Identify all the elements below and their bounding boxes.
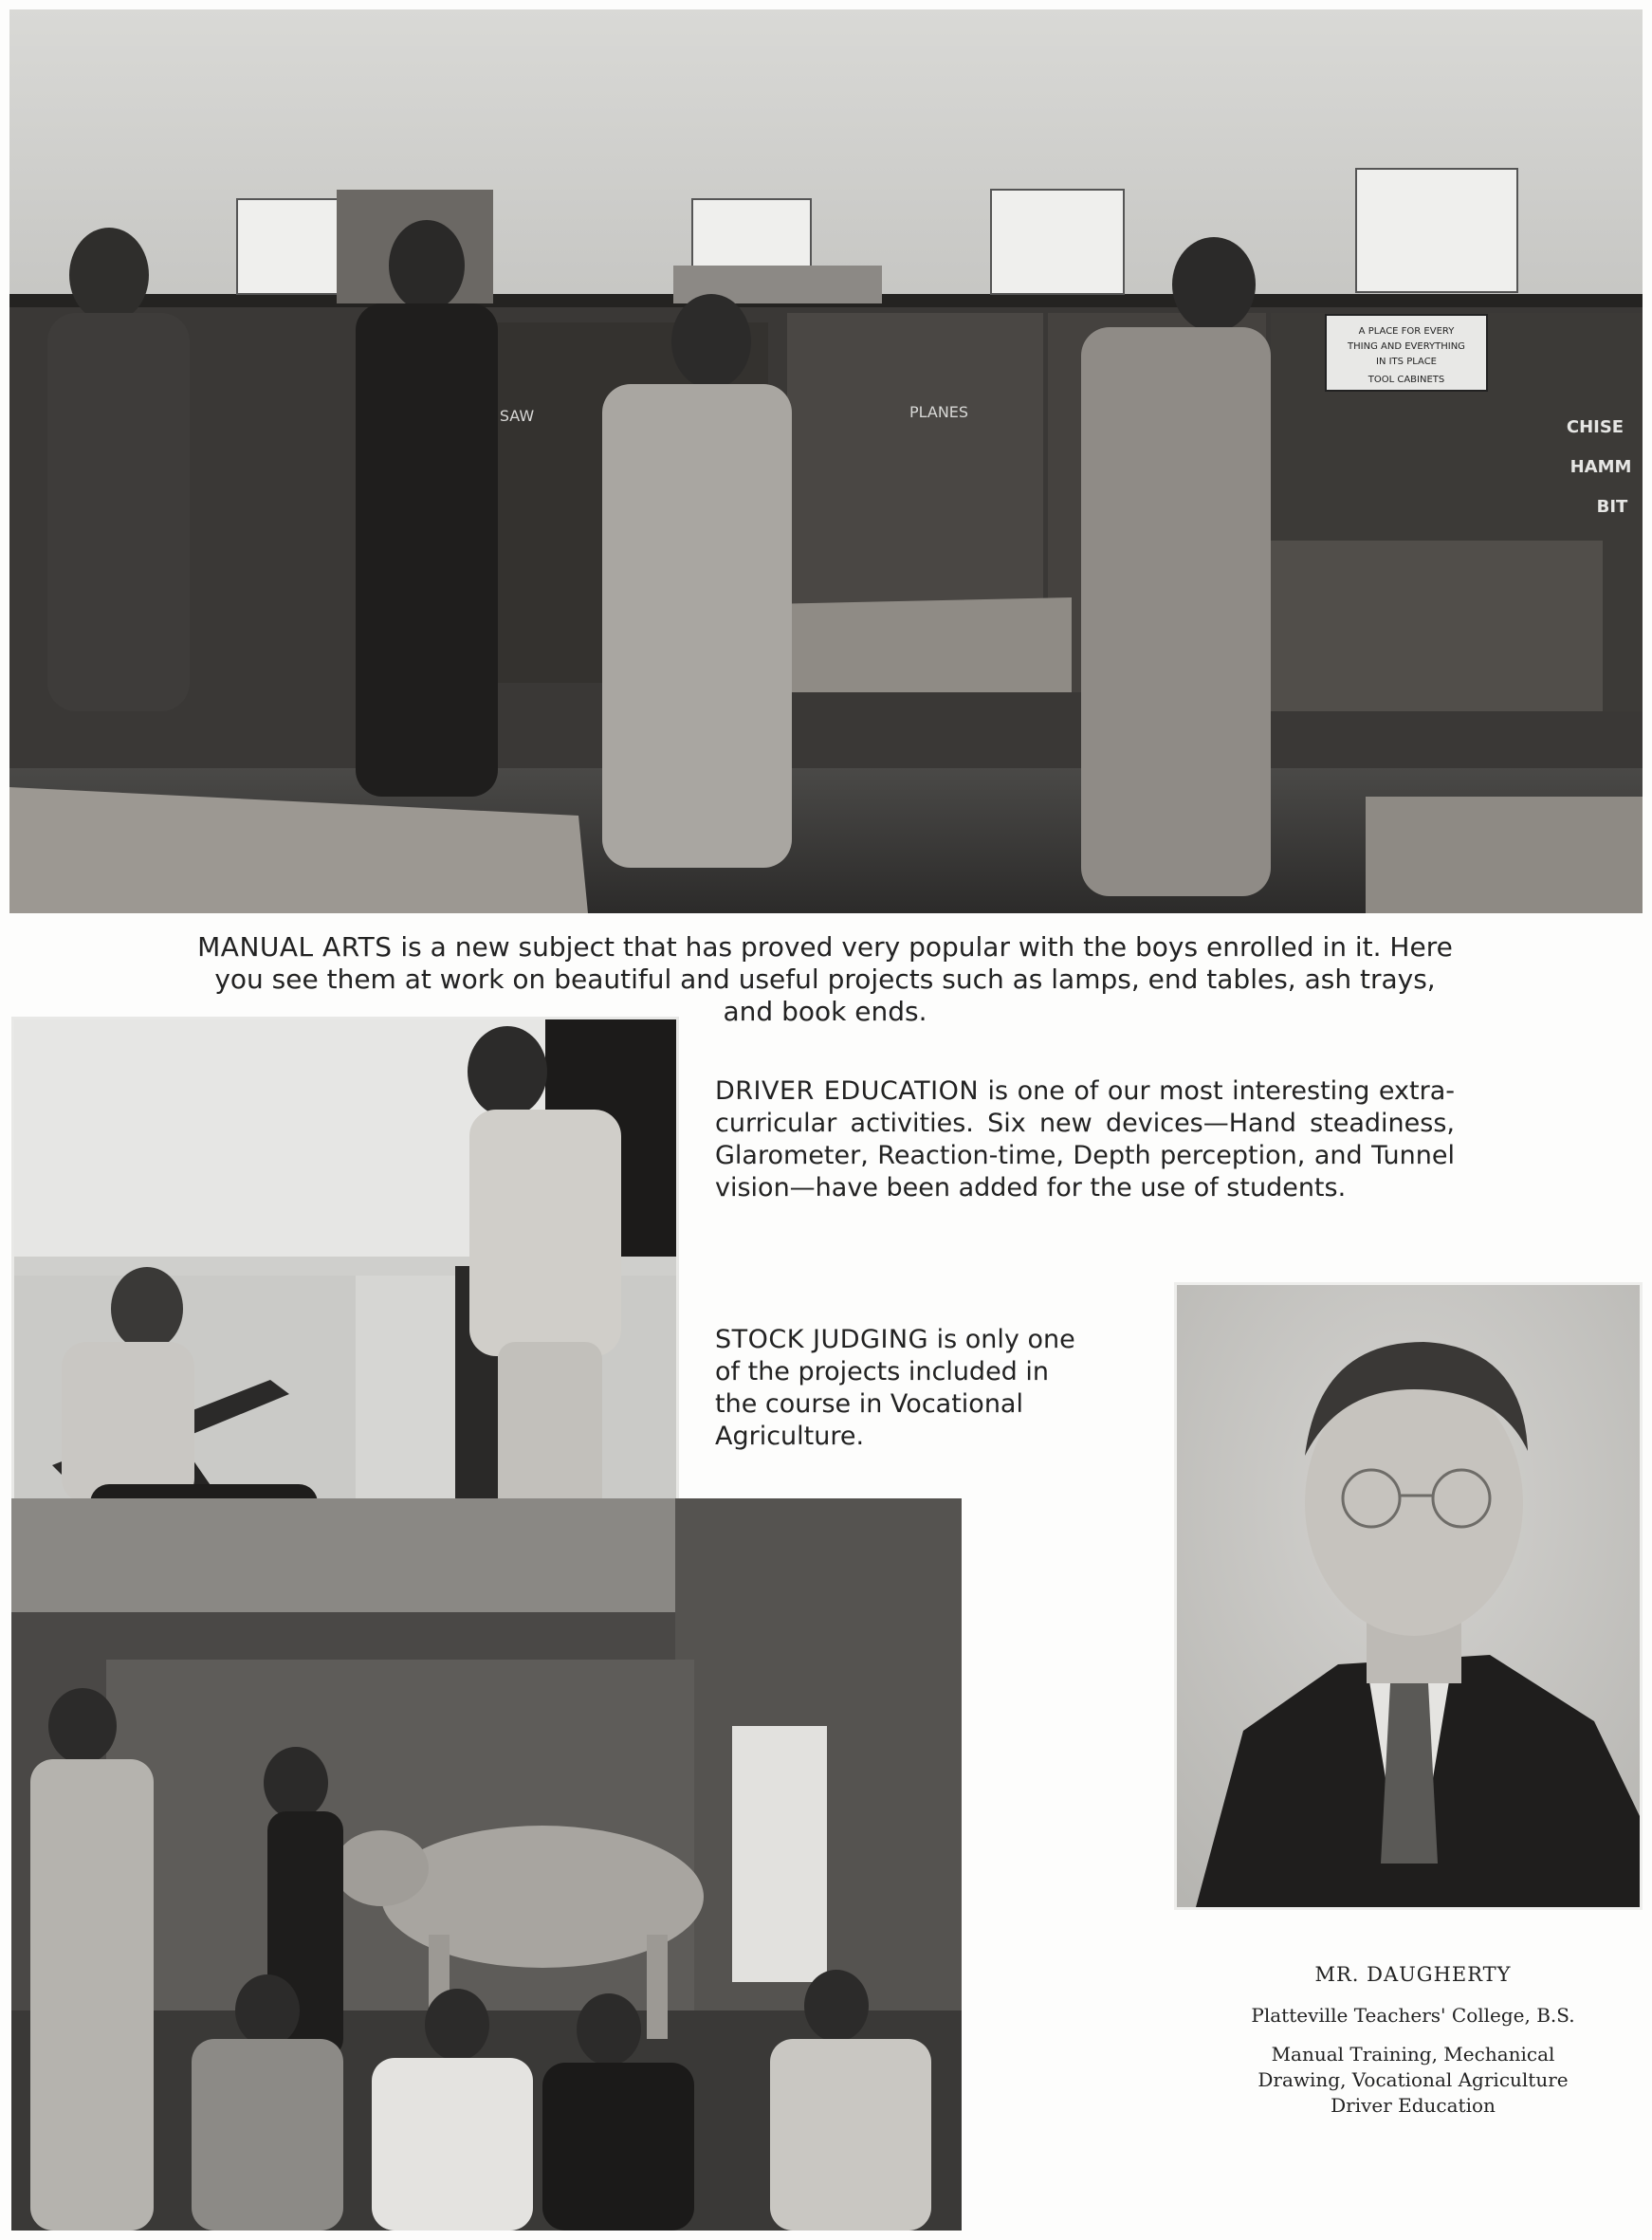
saws-sign: SAW	[499, 407, 535, 425]
stock-judging-photo-graphic	[11, 1498, 962, 2231]
stock-judging-caption	[715, 1324, 1094, 1453]
manual-arts-lead: MANUAL ARTS	[197, 931, 393, 963]
placard-line-1: A PLACE FOR EVERY	[1358, 326, 1455, 337]
faculty-caption	[1214, 1963, 1612, 2119]
driver-education-text: is one of our most interesting extra-curricular activities. Six new devices—Hand steadiness, Glarometer, Reaction-time, Depth perception, and Tunnel vision—have been added for the use of students.	[715, 1076, 1455, 1203]
placard-line-4: TOOL CABINETS	[1367, 375, 1445, 385]
stock-judging-lead: STOCK JUDGING	[715, 1325, 929, 1354]
hammers-sign: HAMM	[1569, 457, 1632, 477]
faculty-name: MR. DAUGHERTY	[1314, 1963, 1512, 1986]
placard-line-3: IN ITS PLACE	[1376, 357, 1437, 367]
bits-sign: BIT	[1596, 497, 1628, 517]
manual-arts-text: is a new subject that has proved very popular with the boys enrolled in it. Here you see them at work on beautiful and useful projects such as lamps, end tables, ash trays, and book ends.	[214, 931, 1453, 1027]
faculty-spacer	[1214, 2029, 1612, 2042]
stock-judging-text: is only one of the projects included in the course in Vocational Agriculture.	[715, 1325, 1075, 1451]
faculty-portrait	[1174, 1282, 1643, 1910]
manual-arts-photo-graphic	[9, 9, 1643, 913]
faculty-subjects-1: Manual Training, Mechanical	[1271, 2043, 1555, 2066]
faculty-portrait-graphic	[1177, 1285, 1640, 1907]
faculty-subjects-3: Driver Education	[1331, 2094, 1496, 2117]
manual-arts-caption	[190, 931, 1460, 1028]
driver-education-lead: DRIVER EDUCATION	[715, 1076, 980, 1106]
planes-sign: PLANES	[909, 403, 969, 421]
driver-education-caption	[715, 1075, 1455, 1204]
faculty-degree: Platteville Teachers' College, B.S.	[1251, 2004, 1575, 2027]
placard-line-2: THING AND EVERYTHING	[1348, 341, 1465, 352]
faculty-subjects-2: Drawing, Vocational Agriculture	[1257, 2068, 1569, 2091]
manual-arts-photo	[9, 9, 1643, 913]
chisels-sign: CHISE	[1566, 417, 1624, 437]
stock-judging-photo	[11, 1498, 962, 2231]
